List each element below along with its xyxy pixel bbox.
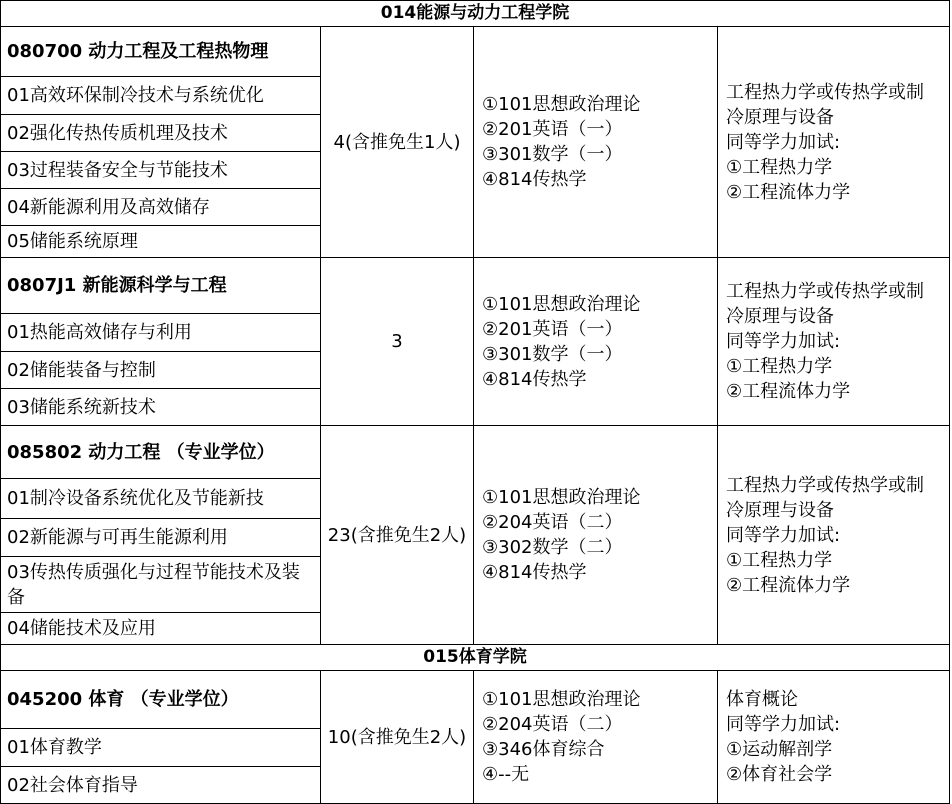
exam-subject: ④814传热学	[482, 169, 587, 190]
direction-item: 02社会体育指导	[1, 767, 321, 804]
exam-subjects-cell	[474, 27, 718, 258]
exam-subject: ④814传热学	[482, 562, 587, 583]
direction-item: 01高效环保制冷技术与系统优化	[1, 77, 321, 115]
exam-subject: ②204英语（二）	[482, 714, 623, 735]
major-name: 080700 动力工程及工程热物理	[1, 27, 321, 77]
department-header: 014能源与动力工程学院	[1, 1, 950, 27]
quota-cell: 4(含推免生1人)	[321, 27, 474, 258]
direction-item: 02强化传热传质机理及技术	[1, 115, 321, 152]
retest-line: 同等学力加试:	[726, 331, 841, 352]
direction-item: 01制冷设备系统优化及节能新技	[1, 479, 321, 519]
retest-line: 同等学力加试:	[726, 131, 841, 153]
direction-item: 03过程装备安全与节能技术	[1, 152, 321, 189]
retest-line: ①工程热力学	[726, 156, 833, 178]
major-row	[1, 671, 950, 729]
quota-cell: 10(含推免生2人)	[321, 671, 474, 804]
exam-subjects-cell	[474, 671, 718, 804]
retest-cell	[718, 258, 950, 426]
retest-line: ①工程热力学	[726, 549, 833, 571]
retest-line: 工程热力学或传热学或制	[726, 474, 924, 496]
department-row	[1, 1, 950, 27]
exam-subject: ②201英语（一）	[482, 318, 623, 340]
direction-item: 02新能源与可再生能源利用	[1, 519, 321, 557]
major-name: 085802 动力工程 （专业学位）	[1, 426, 321, 479]
retest-line: ①运动解剖学	[726, 739, 833, 760]
exam-subject: ②204英语（二）	[482, 512, 623, 533]
major-row	[1, 27, 950, 77]
exam-subject: ③302数学（二）	[482, 537, 623, 558]
exam-subject: ④814传热学	[482, 368, 587, 390]
exam-subject: ①101思想政治理论	[482, 689, 641, 710]
direction-item: 04新能源利用及高效储存	[1, 189, 321, 226]
quota-cell: 3	[321, 258, 474, 426]
major-row	[1, 258, 950, 314]
retest-cell	[718, 27, 950, 258]
exam-subject: ③346体育综合	[482, 739, 605, 760]
exam-subject: ④--无	[482, 764, 530, 785]
retest-line: ①工程热力学	[726, 356, 833, 377]
retest-line: ②工程流体力学	[726, 381, 851, 402]
exam-subjects-cell	[474, 258, 718, 426]
direction-item: 05储能系统原理	[1, 226, 321, 258]
retest-line: 工程热力学或传热学或制	[726, 81, 924, 103]
direction-item: 04储能技术及应用	[1, 613, 321, 645]
retest-line: 冷原理与设备	[726, 306, 834, 327]
major-name: 0807J1 新能源科学与工程	[1, 258, 321, 314]
retest-line: ②工程流体力学	[726, 181, 851, 203]
exam-subject: ②201英语（一）	[482, 119, 623, 140]
retest-line: 冷原理与设备	[726, 499, 834, 521]
retest-cell	[718, 426, 950, 645]
retest-cell	[718, 671, 950, 804]
direction-item: 01热能高效储存与利用	[1, 314, 321, 352]
department-row	[1, 645, 950, 671]
retest-line: 体育概论	[726, 689, 798, 710]
direction-item: 01体育教学	[1, 729, 321, 767]
exam-subject: ①101思想政治理论	[482, 487, 641, 508]
exam-subject: ①101思想政治理论	[482, 293, 641, 315]
retest-line: ②体育社会学	[726, 764, 833, 785]
major-row	[1, 426, 950, 479]
major-name: 045200 体育 （专业学位）	[1, 671, 321, 729]
direction-item: 03传热传质强化与过程节能技术及装备	[1, 557, 321, 613]
retest-line: 工程热力学或传热学或制	[726, 281, 924, 302]
exam-subjects-cell	[474, 426, 718, 645]
retest-line: 冷原理与设备	[726, 106, 834, 128]
direction-item: 02储能装备与控制	[1, 352, 321, 389]
exam-subject: ③301数学（一）	[482, 144, 623, 165]
retest-line: ②工程流体力学	[726, 574, 851, 596]
retest-line: 同等学力加试:	[726, 714, 841, 735]
exam-subject: ③301数学（一）	[482, 343, 623, 365]
retest-line: 同等学力加试:	[726, 524, 841, 546]
quota-cell: 23(含推免生2人)	[321, 426, 474, 645]
exam-subject: ①101思想政治理论	[482, 94, 641, 115]
direction-item: 03储能系统新技术	[1, 389, 321, 426]
department-header: 015体育学院	[1, 645, 950, 671]
